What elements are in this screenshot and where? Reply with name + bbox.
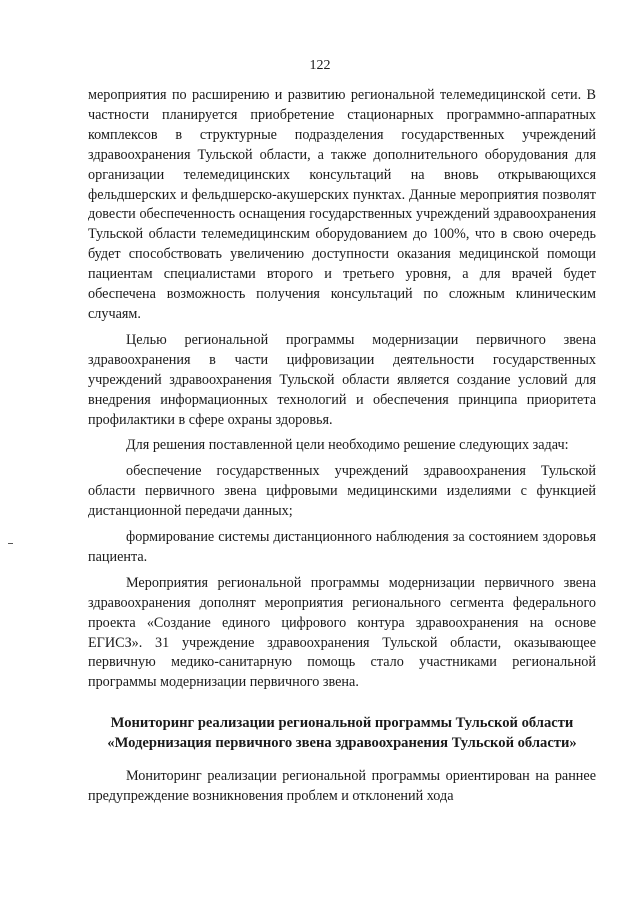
section-heading-line-1: Мониторинг реализации региональной программы Тульской области (110, 715, 574, 732)
paragraph-program-activities: Мероприятия региональной программы модернизации первичного звена здравоохранения дополнят мероприятия регионального сегмента федерального проекта «Создание единого цифрового контура здравоохранения на основе ЕГИСЗ». 31 учреждение здравоохранения Тульской области, оказывающее первичную медико-санитарную помощь стало участниками региональной программы модернизации первичного звена. (88, 574, 596, 691)
page-number: 122 (309, 58, 331, 73)
document-body (88, 86, 596, 813)
section-heading-line-2: «Модернизация первичного звена здравоохранения Тульской области» (107, 735, 577, 752)
paragraph-telemedicine-network: мероприятия по расширению и развитию региональной телемедицинской сети. В частности планируется приобретение стационарных программно-аппаратных комплексов в структурные подразделения государственных учреждений здравоохранения Тульской области, а также дополнительного оборудования для организации телемедицинских консультаций на вновь открывающихся фельдшерских и фельдшерско-акушерских пунктах. Данные мероприятия позволят довести обеспеченность оснащения государственных учреждений здравоохранения Тульской области телемедицинским оборудованием до 100%, что в свою очередь будет способствовать увеличению доступности оказания медицинской помощи пациентам специалистами второго и третьего уровня, а для врачей будет обеспечена возможность получения консультаций по сложным клиническим случаям. (88, 87, 596, 322)
paragraph-program-goal: Целью региональной программы модернизации первичного звена здравоохранения в части цифровизации деятельности государственных учреждений здравоохранения Тульской области является создание условий для внедрения информационных технологий и обеспечения принципа приоритета профилактики в сфере охраны здоровья. (88, 331, 596, 428)
margin-mark (8, 543, 13, 544)
section-heading (88, 713, 596, 753)
paragraph-task-remote-monitoring: формирование системы дистанционного наблюдения за состоянием здоровья пациента. (88, 529, 596, 565)
paragraph-monitoring: Мониторинг реализации региональной программы ориентирован на раннее предупреждение возникновения проблем и отклонений хода (88, 768, 596, 805)
paragraph-task-equipment: обеспечение государственных учреждений здравоохранения Тульской области первичного звена цифровыми медицинскими изделиями с функцией дистанционной передачи данных; (88, 463, 596, 520)
paragraph-tasks-intro: Для решения поставленной цели необходимо решение следующих задач: (126, 437, 569, 454)
